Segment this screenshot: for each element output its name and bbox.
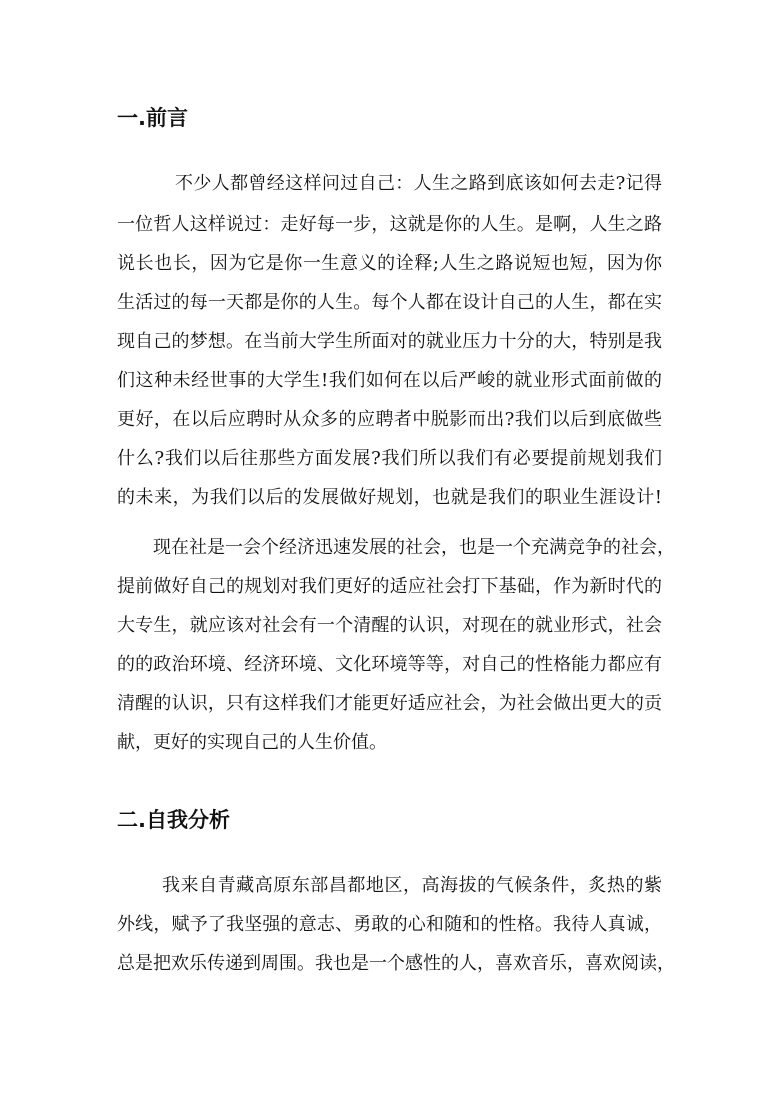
paragraph-line: 的未来，为我们以后的发展做好规划，也就是我们的职业生涯设计! (117, 487, 662, 508)
paragraph-line: 什么?我们以后往那些方面发展?我们所以我们有必要提前规划我们 (117, 448, 662, 469)
paragraph-line: 说长也长，因为它是你一生意义的诠释;人生之路说短也短，因为你 (117, 253, 662, 274)
paragraph-line: 外线，赋予了我坚强的意志、勇敢的心和随和的性格。我待人真诚， (117, 914, 662, 935)
paragraph-line: 现在社是一会个经济迅速发展的社会，也是一个充满竞争的社会， (153, 537, 675, 558)
paragraph-line: 总是把欢乐传递到周围。我也是一个感性的人，喜欢音乐，喜欢阅读， (117, 953, 675, 974)
paragraph-line: 一位哲人这样说过：走好每一步，这就是你的人生。是啊，人生之路 (117, 214, 662, 235)
paragraph-line: 现自己的梦想。在当前大学生所面对的就业压力十分的大，特别是我 (117, 331, 662, 352)
paragraph-line: 大专生，就应该对社会有一个清醒的认识，对现在的就业形式，社会 (117, 615, 662, 636)
paragraph-line: 不少人都曾经这样问过自己：人生之路到底该如何去走?记得 (175, 173, 662, 194)
section-heading-self-analysis: 二.自我分析 (117, 808, 230, 832)
paragraph-line: 生活过的每一天都是你的人生。每个人都在设计自己的人生，都在实 (117, 292, 662, 313)
paragraph-line: 提前做好自己的规划对我们更好的适应社会打下基础，作为新时代的 (117, 576, 662, 597)
paragraph-line: 的的政治环境、经济环境、文化环境等等，对自己的性格能力都应有 (117, 654, 662, 675)
paragraph-line: 更好，在以后应聘时从众多的应聘者中脱影而出?我们以后到底做些 (117, 409, 662, 430)
section-heading-preface: 一.前言 (117, 106, 188, 130)
paragraph-line: 清醒的认识，只有这样我们才能更好适应社会，为社会做出更大的贡 (117, 693, 662, 714)
paragraph-line: 我来自青藏高原东部昌都地区，高海拔的气候条件，炙热的紫 (162, 875, 662, 896)
paragraph-line: 们这种未经世事的大学生!我们如何在以后严峻的就业形式面前做的 (117, 370, 662, 391)
paragraph-line: 献，更好的实现自己的人生价值。 (117, 732, 387, 753)
